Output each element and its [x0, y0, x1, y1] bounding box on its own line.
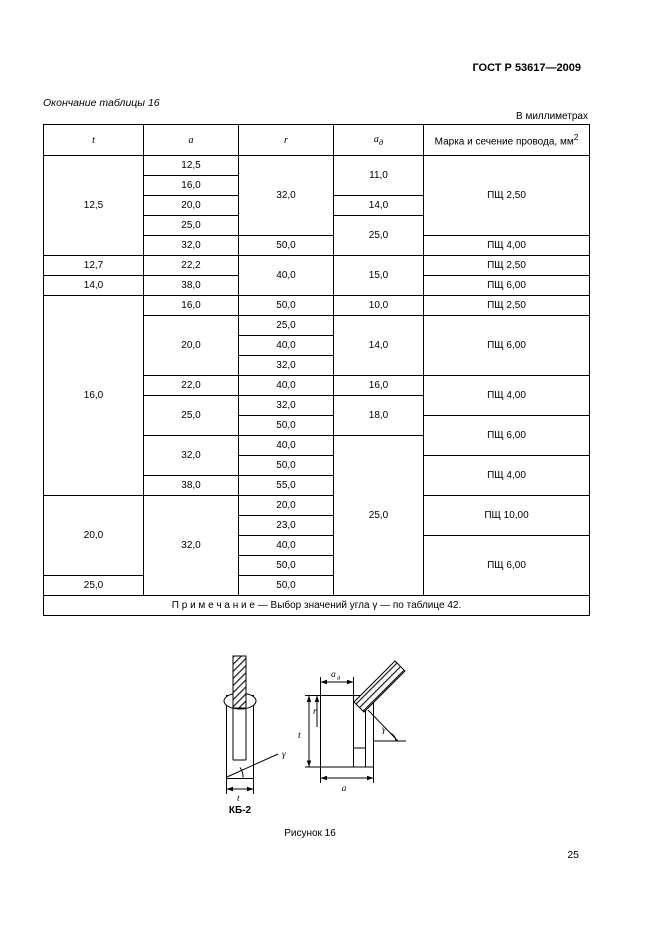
col-header-marka-text: Марка и сечение провода, мм [434, 136, 574, 148]
table-cell: 25,0 [239, 316, 334, 336]
table-cell: 40,0 [239, 256, 334, 296]
table-cell: 50,0 [239, 296, 334, 316]
table-cell: 12,7 [44, 256, 144, 276]
table-cell: 40,0 [239, 336, 334, 356]
left-holder-drawing [224, 656, 278, 794]
table-cell: 16,0 [144, 296, 239, 316]
table-cell: 55,0 [239, 476, 334, 496]
table-row [44, 296, 590, 316]
table-cell: 12,5 [144, 156, 239, 176]
col-header-t: t [44, 125, 144, 156]
table-cell: 25,0 [144, 216, 239, 236]
table-cell: 50,0 [239, 416, 334, 436]
table-cell: ПЩ 6,00 [424, 276, 590, 296]
table-cell: 25,0 [334, 436, 424, 596]
table-cell: 20,0 [144, 196, 239, 216]
table-cell: ПЩ 6,00 [424, 536, 590, 596]
table-header-row [44, 125, 590, 156]
table-cell: ПЩ 6,00 [424, 316, 590, 376]
table-cell: 40,0 [239, 536, 334, 556]
table-cell: 40,0 [239, 436, 334, 456]
table-cell: 20,0 [44, 496, 144, 576]
table-cell: ПЩ 4,00 [424, 376, 590, 416]
left-angle-label: γ [282, 750, 286, 760]
col-header-a: a [144, 125, 239, 156]
table-cell: 16,0 [44, 296, 144, 496]
table-cell: 40,0 [239, 376, 334, 396]
table-cell: ПЩ 2,50 [424, 256, 590, 276]
table-row [44, 496, 590, 516]
table-cell: 12,5 [44, 156, 144, 256]
right-dim-ad-base: a [331, 670, 336, 680]
table-cell: 25,0 [44, 576, 144, 596]
figure-16-drawing [190, 650, 440, 820]
table-16 [43, 124, 590, 616]
table-cell: ПЩ 4,00 [424, 456, 590, 496]
table-row [44, 256, 590, 276]
col-header-marka [424, 125, 590, 156]
table-cell: 32,0 [144, 496, 239, 596]
table-cell: 20,0 [144, 316, 239, 376]
table-cell: 14,0 [44, 276, 144, 296]
left-dim-t-label: t [237, 794, 240, 804]
table-note: П р и м е ч а н и е — Выбор значений угла γ — по таблице 42. [44, 596, 590, 616]
table-cell: 32,0 [144, 236, 239, 256]
right-dim-r-label: r [313, 707, 317, 717]
table-cell: 18,0 [334, 396, 424, 436]
col-header-ad-base: a [373, 133, 379, 145]
table-cell: 32,0 [239, 356, 334, 376]
table-cell: 16,0 [144, 176, 239, 196]
right-dim-a-label: a [341, 784, 347, 794]
col-header-r: r [239, 125, 334, 156]
table-cell: 50,0 [239, 576, 334, 596]
figure-16 [190, 650, 440, 825]
table-cell: ПЩ 6,00 [424, 416, 590, 456]
table-cell: 38,0 [144, 276, 239, 296]
figure-caption: Рисунок 16 [284, 828, 336, 839]
brush-hatched [233, 656, 246, 708]
right-dim-t-label: t [298, 731, 301, 741]
table-cell: ПЩ 2,50 [424, 156, 590, 236]
table-cell: 15,0 [334, 256, 424, 296]
table-cell: 10,0 [334, 296, 424, 316]
table-cell: 22,2 [144, 256, 239, 276]
table-cell: 32,0 [239, 396, 334, 416]
table-cell: 50,0 [239, 456, 334, 476]
table-cell: 14,0 [334, 196, 424, 216]
col-header-ad-sub: д [378, 137, 384, 147]
table-row [44, 156, 590, 176]
table-cell: ПЩ 10,00 [424, 496, 590, 536]
table-cell: 50,0 [239, 236, 334, 256]
col-header-marka-sup: 2 [573, 132, 579, 143]
right-dim-ad-sub: д [337, 675, 341, 682]
page-number: 25 [567, 849, 579, 861]
table-cell: 11,0 [334, 156, 424, 196]
right-holder-drawing [305, 661, 406, 783]
holder-type-label: КБ-2 [228, 805, 252, 816]
table-cell: 50,0 [239, 556, 334, 576]
table-cell: 23,0 [239, 516, 334, 536]
table-cell: 14,0 [334, 316, 424, 376]
table-cell: ПЩ 4,00 [424, 236, 590, 256]
table-cell: 22,0 [144, 376, 239, 396]
units-note: В миллиметрах [516, 111, 588, 122]
table-cell: 25,0 [334, 216, 424, 256]
table-continuation-label: Окончание таблицы 16 [43, 97, 160, 109]
col-header-ad [334, 125, 424, 156]
table-cell: 16,0 [334, 376, 424, 396]
table-cell: 32,0 [144, 436, 239, 476]
right-angle-label: γ [382, 725, 386, 735]
table-cell: 32,0 [239, 156, 334, 236]
table-cell: ПЩ 2,50 [424, 296, 590, 316]
brush-hatched-inclined [354, 661, 405, 712]
table-cell: 25,0 [144, 396, 239, 436]
table-cell: 38,0 [144, 476, 239, 496]
doc-header: ГОСТ Р 53617—2009 [472, 62, 581, 74]
table-note-row [44, 596, 590, 616]
table-cell: 20,0 [239, 496, 334, 516]
